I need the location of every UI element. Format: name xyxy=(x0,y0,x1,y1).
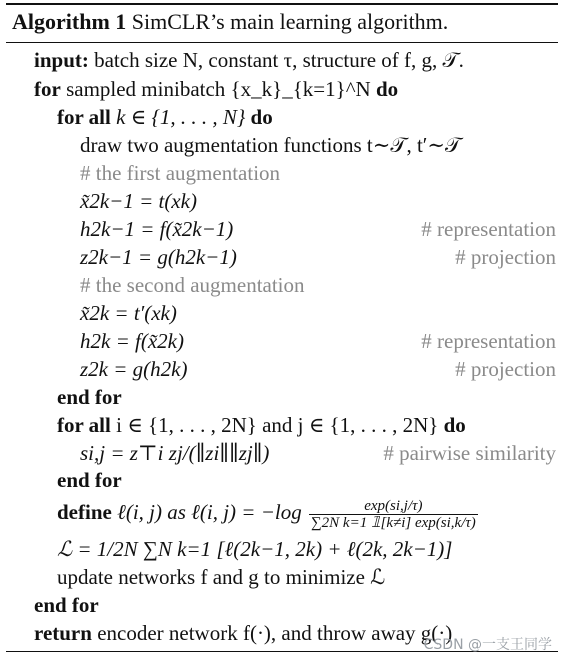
keyword-forall: for all xyxy=(57,413,111,437)
fraction-denominator: ∑2N k=1 𝟙[k≠i] exp(si,k/τ) xyxy=(310,514,476,531)
line-x-odd: x̃2k−1 = t(xk) xyxy=(80,189,197,213)
line-h-odd: h2k−1 = f(x̃2k−1) xyxy=(80,217,234,241)
csdn-watermark: CSDN @一支王同学 xyxy=(423,637,552,653)
algorithm-caption xyxy=(12,8,448,36)
line-z-odd: z2k−1 = g(h2k−1) xyxy=(80,245,237,269)
keyword-define: define xyxy=(57,500,112,524)
line-forall-k xyxy=(57,103,273,131)
define-text: ℓ(i, j) as ℓ(i, j) = −log xyxy=(117,500,302,524)
line-for-minibatch xyxy=(34,75,398,103)
comment-pairwise-similarity: # pairwise similarity xyxy=(383,441,556,465)
keyword-return: return xyxy=(34,621,92,645)
loss-fraction xyxy=(309,498,478,531)
line-end-for-outer: end for xyxy=(34,593,99,617)
caption-rule xyxy=(6,42,558,43)
keyword-for: for xyxy=(34,77,61,101)
line-forall-ij xyxy=(57,411,466,439)
line-update: update networks f and g to minimize ℒ xyxy=(57,565,386,589)
comment-projection-1: # projection xyxy=(455,245,556,269)
keyword-do: do xyxy=(250,105,273,129)
line-end-for-2: end for xyxy=(57,468,122,492)
line-end-for-1: end for xyxy=(57,385,122,409)
for-text: sampled minibatch {x_k}_{k=1}^N xyxy=(66,77,371,101)
line-return xyxy=(34,619,452,647)
line-draw: draw two augmentation functions t∼𝒯, t′∼𝒯 xyxy=(80,133,462,157)
line-z-even: z2k = g(h2k) xyxy=(80,357,188,381)
comment-projection-2: # projection xyxy=(455,357,556,381)
forall-ij-text: i ∈ {1, . . . , 2N} and j ∈ {1, . . . , 2N} xyxy=(116,413,439,437)
keyword-do: do xyxy=(375,77,399,101)
line-h-even: h2k = f(x̃2k) xyxy=(80,329,184,353)
line-similarity: si,j = z⊤i zj/(∥zi∥∥zj∥) xyxy=(80,441,270,465)
algorithm-title: SimCLR’s main learning algorithm. xyxy=(131,9,449,34)
fraction-numerator: exp(si,j/τ) xyxy=(309,498,478,515)
comment-representation-2: # representation xyxy=(421,329,556,353)
comment-second-augmentation: # the second augmentation xyxy=(80,273,305,297)
keyword-forall: for all xyxy=(57,105,111,129)
top-rule xyxy=(6,3,558,5)
comment-representation-1: # representation xyxy=(421,217,556,241)
line-define-loss xyxy=(57,494,480,530)
keyword-do: do xyxy=(443,413,466,437)
forall-k-text: k ∈ {1, . . . , N} xyxy=(116,105,246,129)
line-total-loss: ℒ = 1/2N ∑N k=1 [ℓ(2k−1, 2k) + ℓ(2k, 2k−1)] xyxy=(57,537,453,561)
keyword-input: input: xyxy=(34,48,89,72)
line-x-even: x̃2k = t′(xk) xyxy=(80,301,177,325)
algorithm-label: Algorithm 1 xyxy=(12,9,127,34)
line-input xyxy=(34,46,464,74)
input-text: batch size N, constant τ, structure of f, g, 𝒯. xyxy=(94,48,464,72)
comment-first-augmentation: # the first augmentation xyxy=(80,161,281,185)
return-text: encoder network f(·), and throw away g(·) xyxy=(97,621,453,645)
